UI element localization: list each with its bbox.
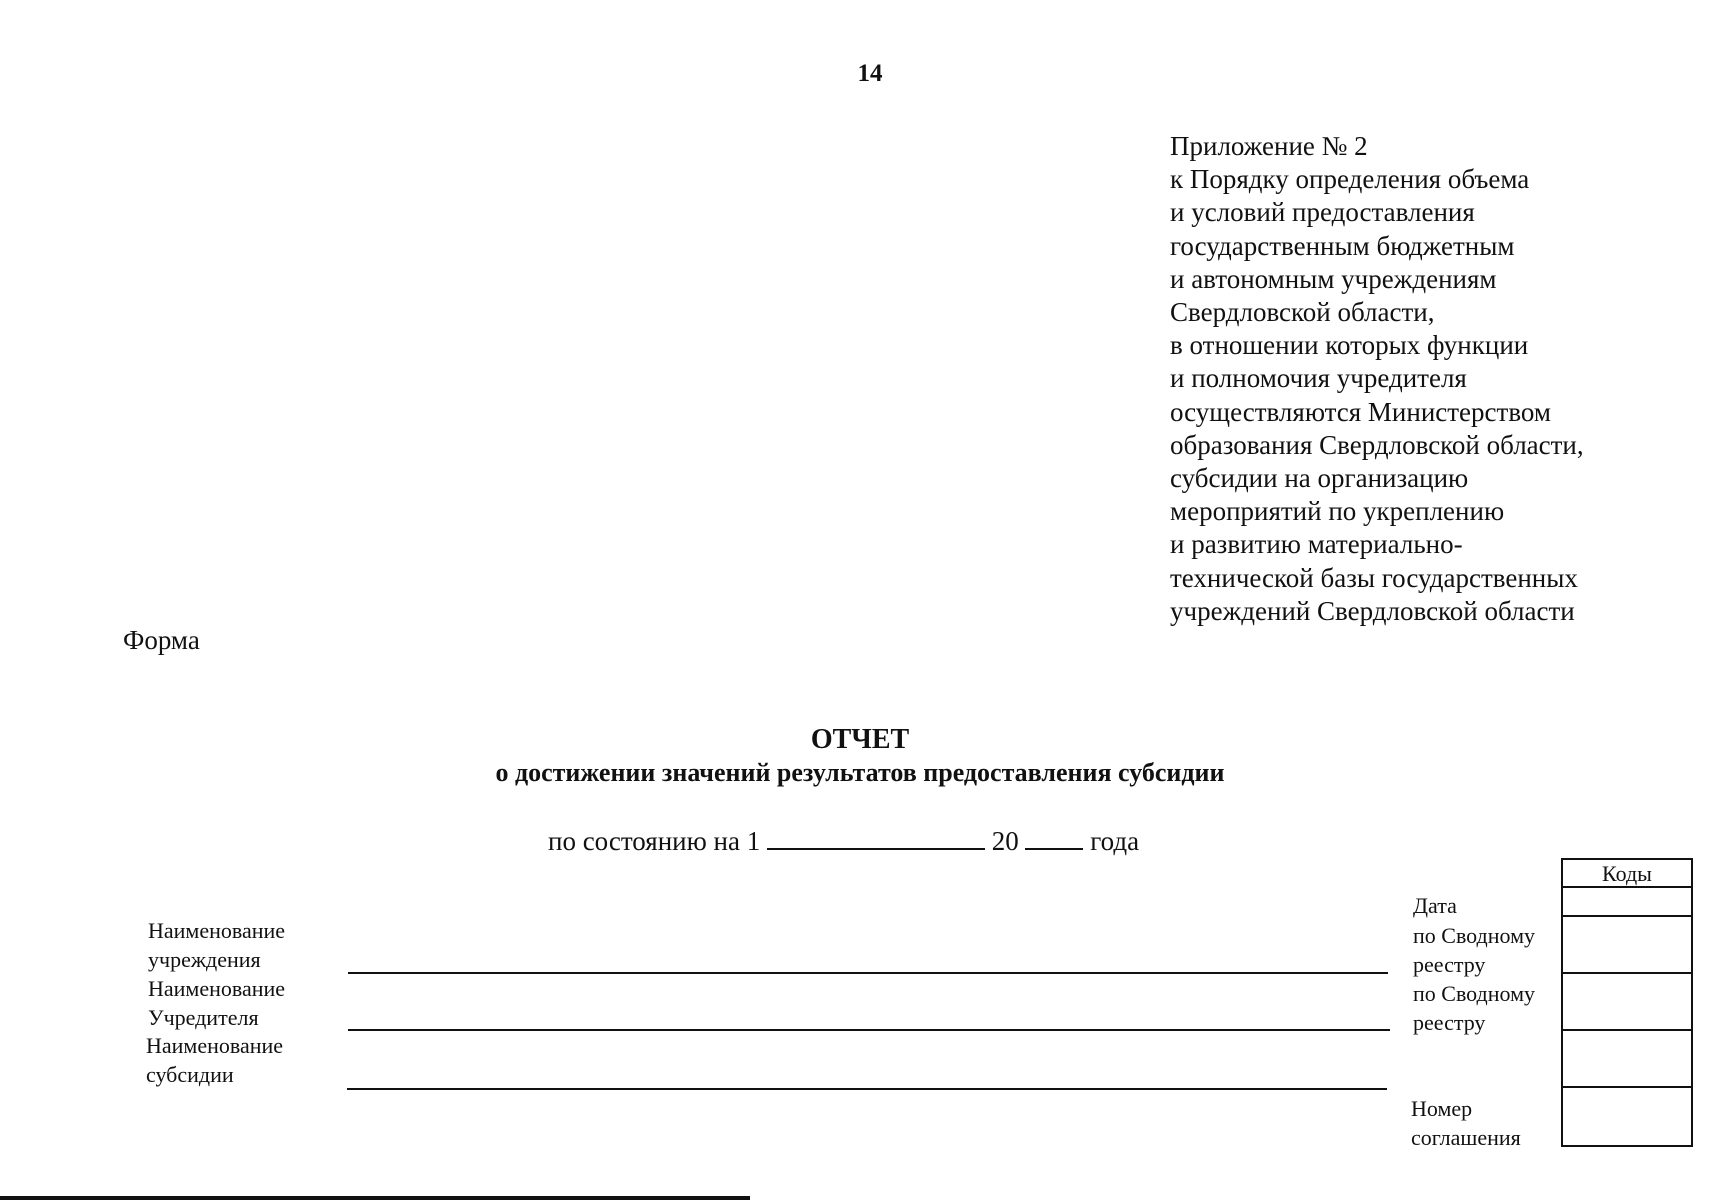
form-label: Форма — [123, 625, 200, 655]
page-number: 14 — [857, 60, 883, 87]
codes-table — [1561, 858, 1693, 1147]
subsidy-label-line2: субсидии — [146, 1061, 234, 1087]
bottom-rule — [0, 1196, 750, 1200]
founder-label-line1: Наименование — [148, 976, 286, 1001]
appendix-block — [1170, 130, 1584, 628]
agreement-number-label — [1411, 1095, 1521, 1152]
code-cell-empty[interactable] — [1563, 1031, 1691, 1088]
registry-label-2-line2: реестру — [1413, 1009, 1486, 1035]
subsidy-label — [146, 1032, 283, 1089]
institution-label-line2: учреждения — [148, 946, 261, 972]
year-suffix: года — [1090, 826, 1140, 856]
code-cell-registry-1[interactable] — [1563, 917, 1691, 974]
appendix-line: и условий предоставления — [1170, 197, 1475, 228]
agreement-label-line2: соглашения — [1411, 1124, 1521, 1150]
institution-label — [148, 917, 285, 974]
report-date-line — [548, 824, 1139, 857]
report-subtitle: о достижении значений результатов предоставления субсидии — [495, 758, 1225, 787]
report-title: ОТЧЕТ — [810, 724, 910, 755]
subsidy-label-line1: Наименование — [146, 1033, 284, 1058]
founder-field-line[interactable] — [348, 1029, 1390, 1031]
registry-code-label-1 — [1413, 922, 1535, 979]
year-prefix: 20 — [991, 826, 1019, 856]
appendix-line: и автономным учреждениям — [1170, 263, 1497, 294]
appendix-line: субсидии на организацию — [1170, 463, 1469, 494]
registry-label-1-line2: реестру — [1413, 951, 1486, 977]
registry-code-label-2 — [1413, 980, 1535, 1037]
date-code-label: Дата — [1413, 893, 1457, 918]
appendix-line: мероприятий по укреплению — [1170, 496, 1505, 527]
appendix-line: и полномочия учредителя — [1170, 363, 1467, 394]
year-blank-field[interactable] — [1025, 824, 1083, 850]
appendix-line: технической базы государственных — [1170, 562, 1578, 593]
appendix-line: Приложение № 2 — [1170, 131, 1368, 161]
appendix-line: государственным бюджетным — [1170, 230, 1515, 261]
code-cell-agreement[interactable] — [1563, 1088, 1691, 1145]
appendix-line: образования Свердловской области, — [1170, 429, 1584, 460]
founder-label-line2: Учредителя — [148, 1004, 259, 1030]
appendix-line: осуществляются Министерством — [1170, 396, 1551, 427]
codes-header: Коды — [1563, 860, 1691, 888]
subsidy-field-line[interactable] — [347, 1088, 1387, 1090]
registry-label-2-line1: по Сводному — [1413, 981, 1536, 1006]
code-cell-registry-2[interactable] — [1563, 974, 1691, 1031]
appendix-line: учреждений Свердловской области — [1170, 595, 1575, 626]
agreement-label-line1: Номер — [1411, 1096, 1473, 1121]
appendix-line: Свердловской области, — [1170, 297, 1435, 328]
appendix-line: к Порядку определения объема — [1170, 164, 1530, 195]
appendix-line: и развитию материально- — [1170, 529, 1463, 560]
code-cell-date[interactable] — [1563, 888, 1691, 917]
founder-label — [148, 975, 285, 1032]
institution-label-line1: Наименование — [148, 918, 286, 943]
institution-field-line[interactable] — [348, 972, 1388, 974]
date-blank-field[interactable] — [767, 824, 985, 850]
appendix-line: в отношении которых функции — [1170, 330, 1529, 361]
registry-label-1-line1: по Сводному — [1413, 923, 1536, 948]
date-prefix: по состоянию на 1 — [548, 826, 761, 856]
